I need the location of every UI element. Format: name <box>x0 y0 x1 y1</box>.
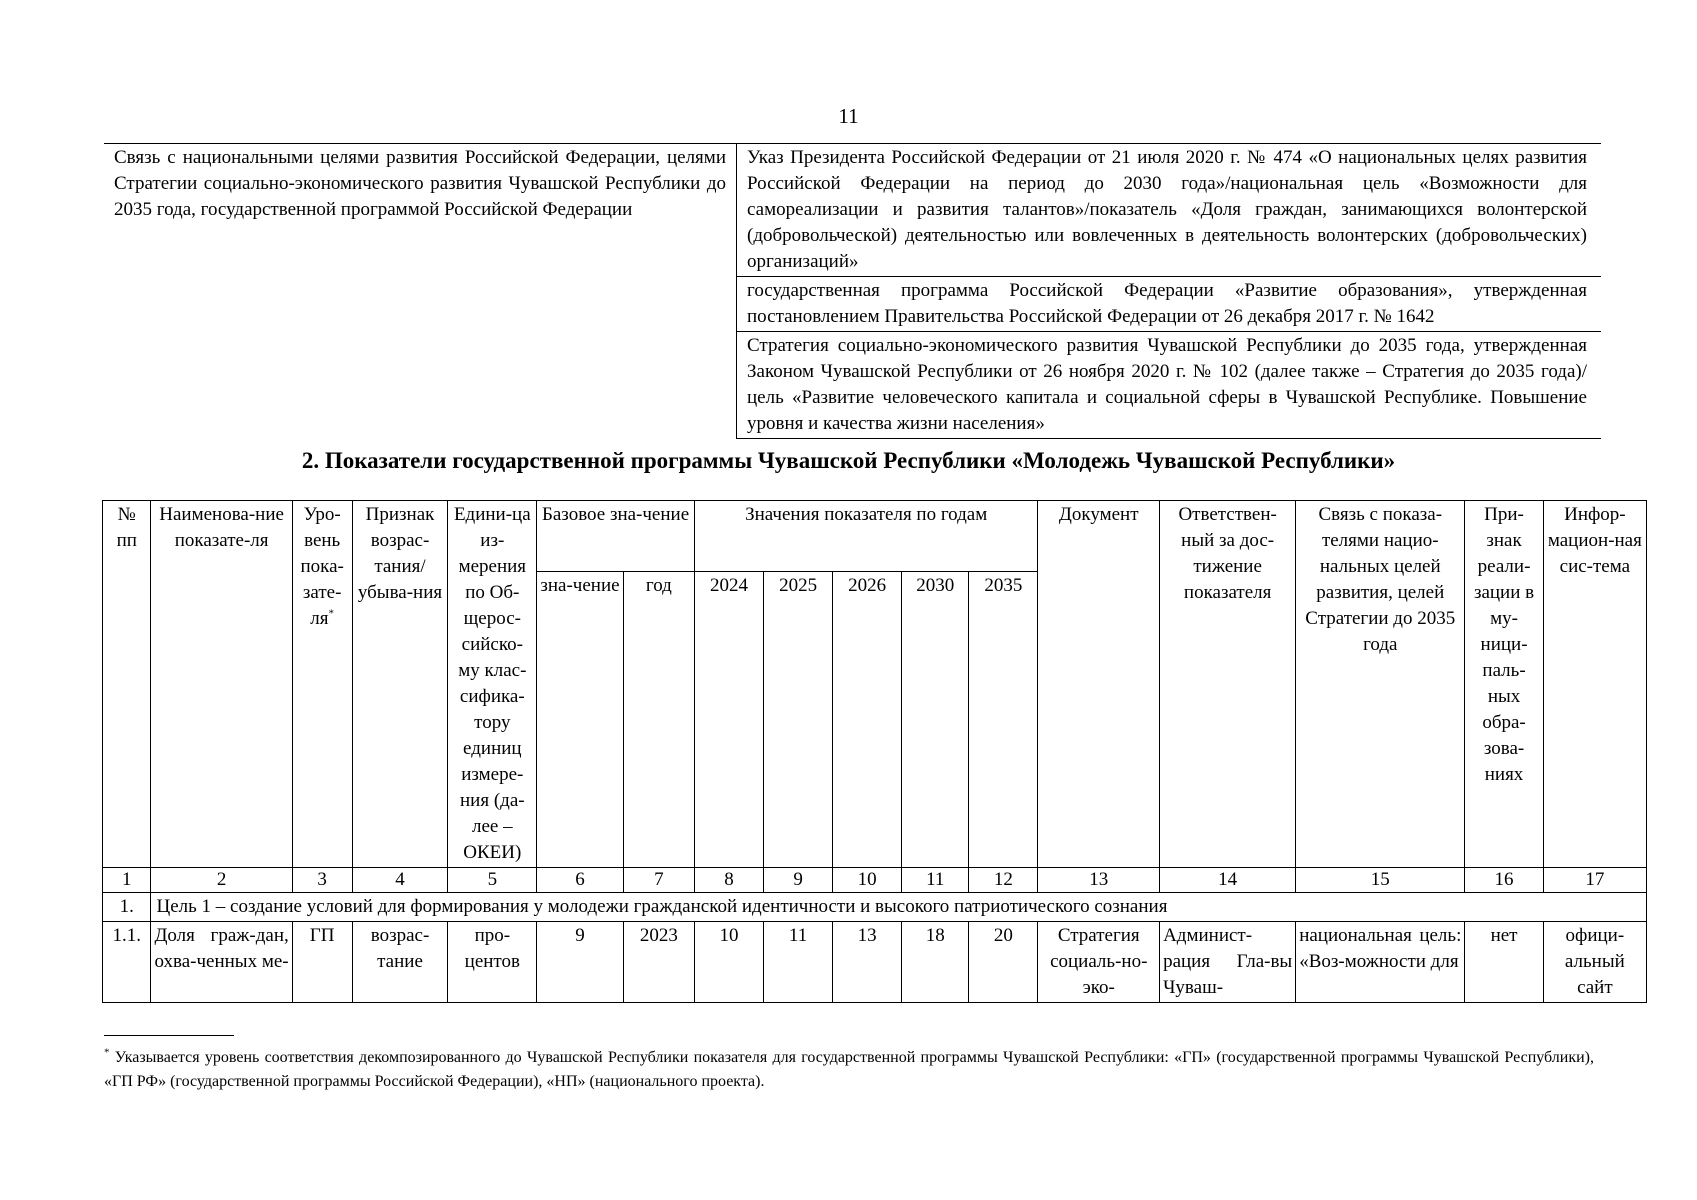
row-trend: возрас-тание <box>352 922 448 1003</box>
header-document: Документ <box>1038 501 1160 868</box>
indicators-table <box>102 500 1647 1003</box>
column-number: 8 <box>694 868 763 893</box>
header-base-value: зна-чение <box>537 572 624 868</box>
header-trend: Признак возрас-тания/ убыва-ния <box>352 501 448 868</box>
goal-num: 1. <box>103 893 151 922</box>
row-value-2035: 20 <box>969 922 1038 1003</box>
goals-link-state-program: государственная программа Российской Федерации «Развитие образования», утвержденная постановлением Правительства Российской Федерации от 26 декабря 2017 г. № 1642 <box>737 277 1602 332</box>
row-document: Стратегия социаль-но-эко- <box>1038 922 1160 1003</box>
row-value-2026: 13 <box>833 922 902 1003</box>
row-value-2030: 18 <box>902 922 969 1003</box>
header-year-2024: 2024 <box>694 572 763 868</box>
column-number: 5 <box>448 868 537 893</box>
header-base-year: год <box>623 572 694 868</box>
goals-link-table <box>104 143 1601 439</box>
header-base: Базовое зна-чение <box>537 501 695 572</box>
footnote-divider <box>104 1035 234 1036</box>
header-year-2026: 2026 <box>833 572 902 868</box>
column-number: 12 <box>969 868 1038 893</box>
goals-link-label: Связь с национальными целями развития Российской Федерации, целями Стратегии социально-экономического развития Чувашской Республики до 2035 года, государственной программой Российской Федерации <box>104 144 737 439</box>
goal-row <box>103 893 1647 922</box>
column-number: 13 <box>1038 868 1160 893</box>
row-level: ГП <box>292 922 352 1003</box>
header-year-2035: 2035 <box>969 572 1038 868</box>
header-responsible: Ответствен-ный за дос-тижение показателя <box>1160 501 1296 868</box>
footnote-ref: * <box>328 607 335 620</box>
row-base-value: 9 <box>537 922 624 1003</box>
header-level <box>292 501 352 868</box>
header-unit: Едини-ца из-мерения по Об-щерос-сийско-му клас-сифика-тору единиц измере-ния (да-лее – ОКЕИ) <box>448 501 537 868</box>
row-num: 1.1. <box>103 922 151 1003</box>
row-responsible: Админист-рация Гла-вы Чуваш- <box>1160 922 1296 1003</box>
header-level-text: Уро-вень пока-зате-ля <box>300 504 344 629</box>
header-year-2025: 2025 <box>764 572 833 868</box>
header-municipal: При-знак реали-зации в му-ници-паль-ных обра-зова-ниях <box>1465 501 1543 868</box>
row-value-2025: 11 <box>764 922 833 1003</box>
column-number: 15 <box>1296 868 1465 893</box>
row-info-system: офици-альный сайт <box>1543 922 1646 1003</box>
column-number: 7 <box>623 868 694 893</box>
header-years-group: Значения показателя по годам <box>694 501 1037 572</box>
goals-link-strategy: Стратегия социально-экономического развития Чувашской Республики до 2035 года, утвержденная Законом Чувашской Республики от 26 ноября 2020 г. № 102 (далее также – Стратегия до 2035 года)/цель «Развитие человеческого капитала и социальной сферы в Чувашской Республике. Повышение уровня и качества жизни населения» <box>737 332 1602 439</box>
row-base-year: 2023 <box>623 922 694 1003</box>
goals-link-decree: Указ Президента Российской Федерации от 21 июля 2020 г. № 474 «О национальных целях развития Российской Федерации на период до 2030 года»/национальная цель «Возможности для самореализации и развития талантов»/показатель «Доля граждан, занимающихся волонтерской (добровольческой) деятельностью или вовлеченных в деятельность волонтерских (добровольческих) организаций» <box>737 144 1602 277</box>
goal-text: Цель 1 – создание условий для формирования у молодежи гражданской идентичности и высокого патриотического сознания <box>151 893 1647 922</box>
header-num: № пп <box>103 501 151 868</box>
header-name: Наименова-ние показате-ля <box>151 501 292 868</box>
row-unit: про-центов <box>448 922 537 1003</box>
column-number: 17 <box>1543 868 1646 893</box>
column-number: 16 <box>1465 868 1543 893</box>
column-number: 10 <box>833 868 902 893</box>
column-number: 11 <box>902 868 969 893</box>
column-numbers-row <box>103 868 1647 893</box>
header-info-system: Инфор-мацион-ная сис-тема <box>1543 501 1646 868</box>
column-number: 9 <box>764 868 833 893</box>
footnote-text: Указывается уровень соответствия декомпозированного до Чувашской Республики показателя для государственной программы Чувашской Республики: «ГП» (государственной программы Чувашской Республики), «ГП РФ» (государственной программы Российской Федерации), «НП» (национального проекта). <box>104 1049 1594 1090</box>
header-link: Связь с показа-телями нацио-нальных целей развития, целей Стратегии до 2035 года <box>1296 501 1465 868</box>
column-number: 1 <box>103 868 151 893</box>
column-number: 3 <box>292 868 352 893</box>
column-number: 6 <box>537 868 624 893</box>
footnote-mark: * <box>104 1046 110 1059</box>
row-link: национальная цель: «Воз-можности для <box>1296 922 1465 1003</box>
row-value-2024: 10 <box>694 922 763 1003</box>
column-number: 14 <box>1160 868 1296 893</box>
row-name: Доля граж-дан, охва-ченных ме- <box>151 922 292 1003</box>
section-title: 2. Показатели государственной программы Чувашской Республики «Молодежь Чувашской Республики» <box>301 448 1396 473</box>
row-municipal: нет <box>1465 922 1543 1003</box>
header-year-2030: 2030 <box>902 572 969 868</box>
table-row <box>103 922 1647 1003</box>
column-number: 4 <box>352 868 448 893</box>
page-number: 11 <box>838 104 859 128</box>
column-number: 2 <box>151 868 292 893</box>
footnote <box>104 1046 1594 1094</box>
